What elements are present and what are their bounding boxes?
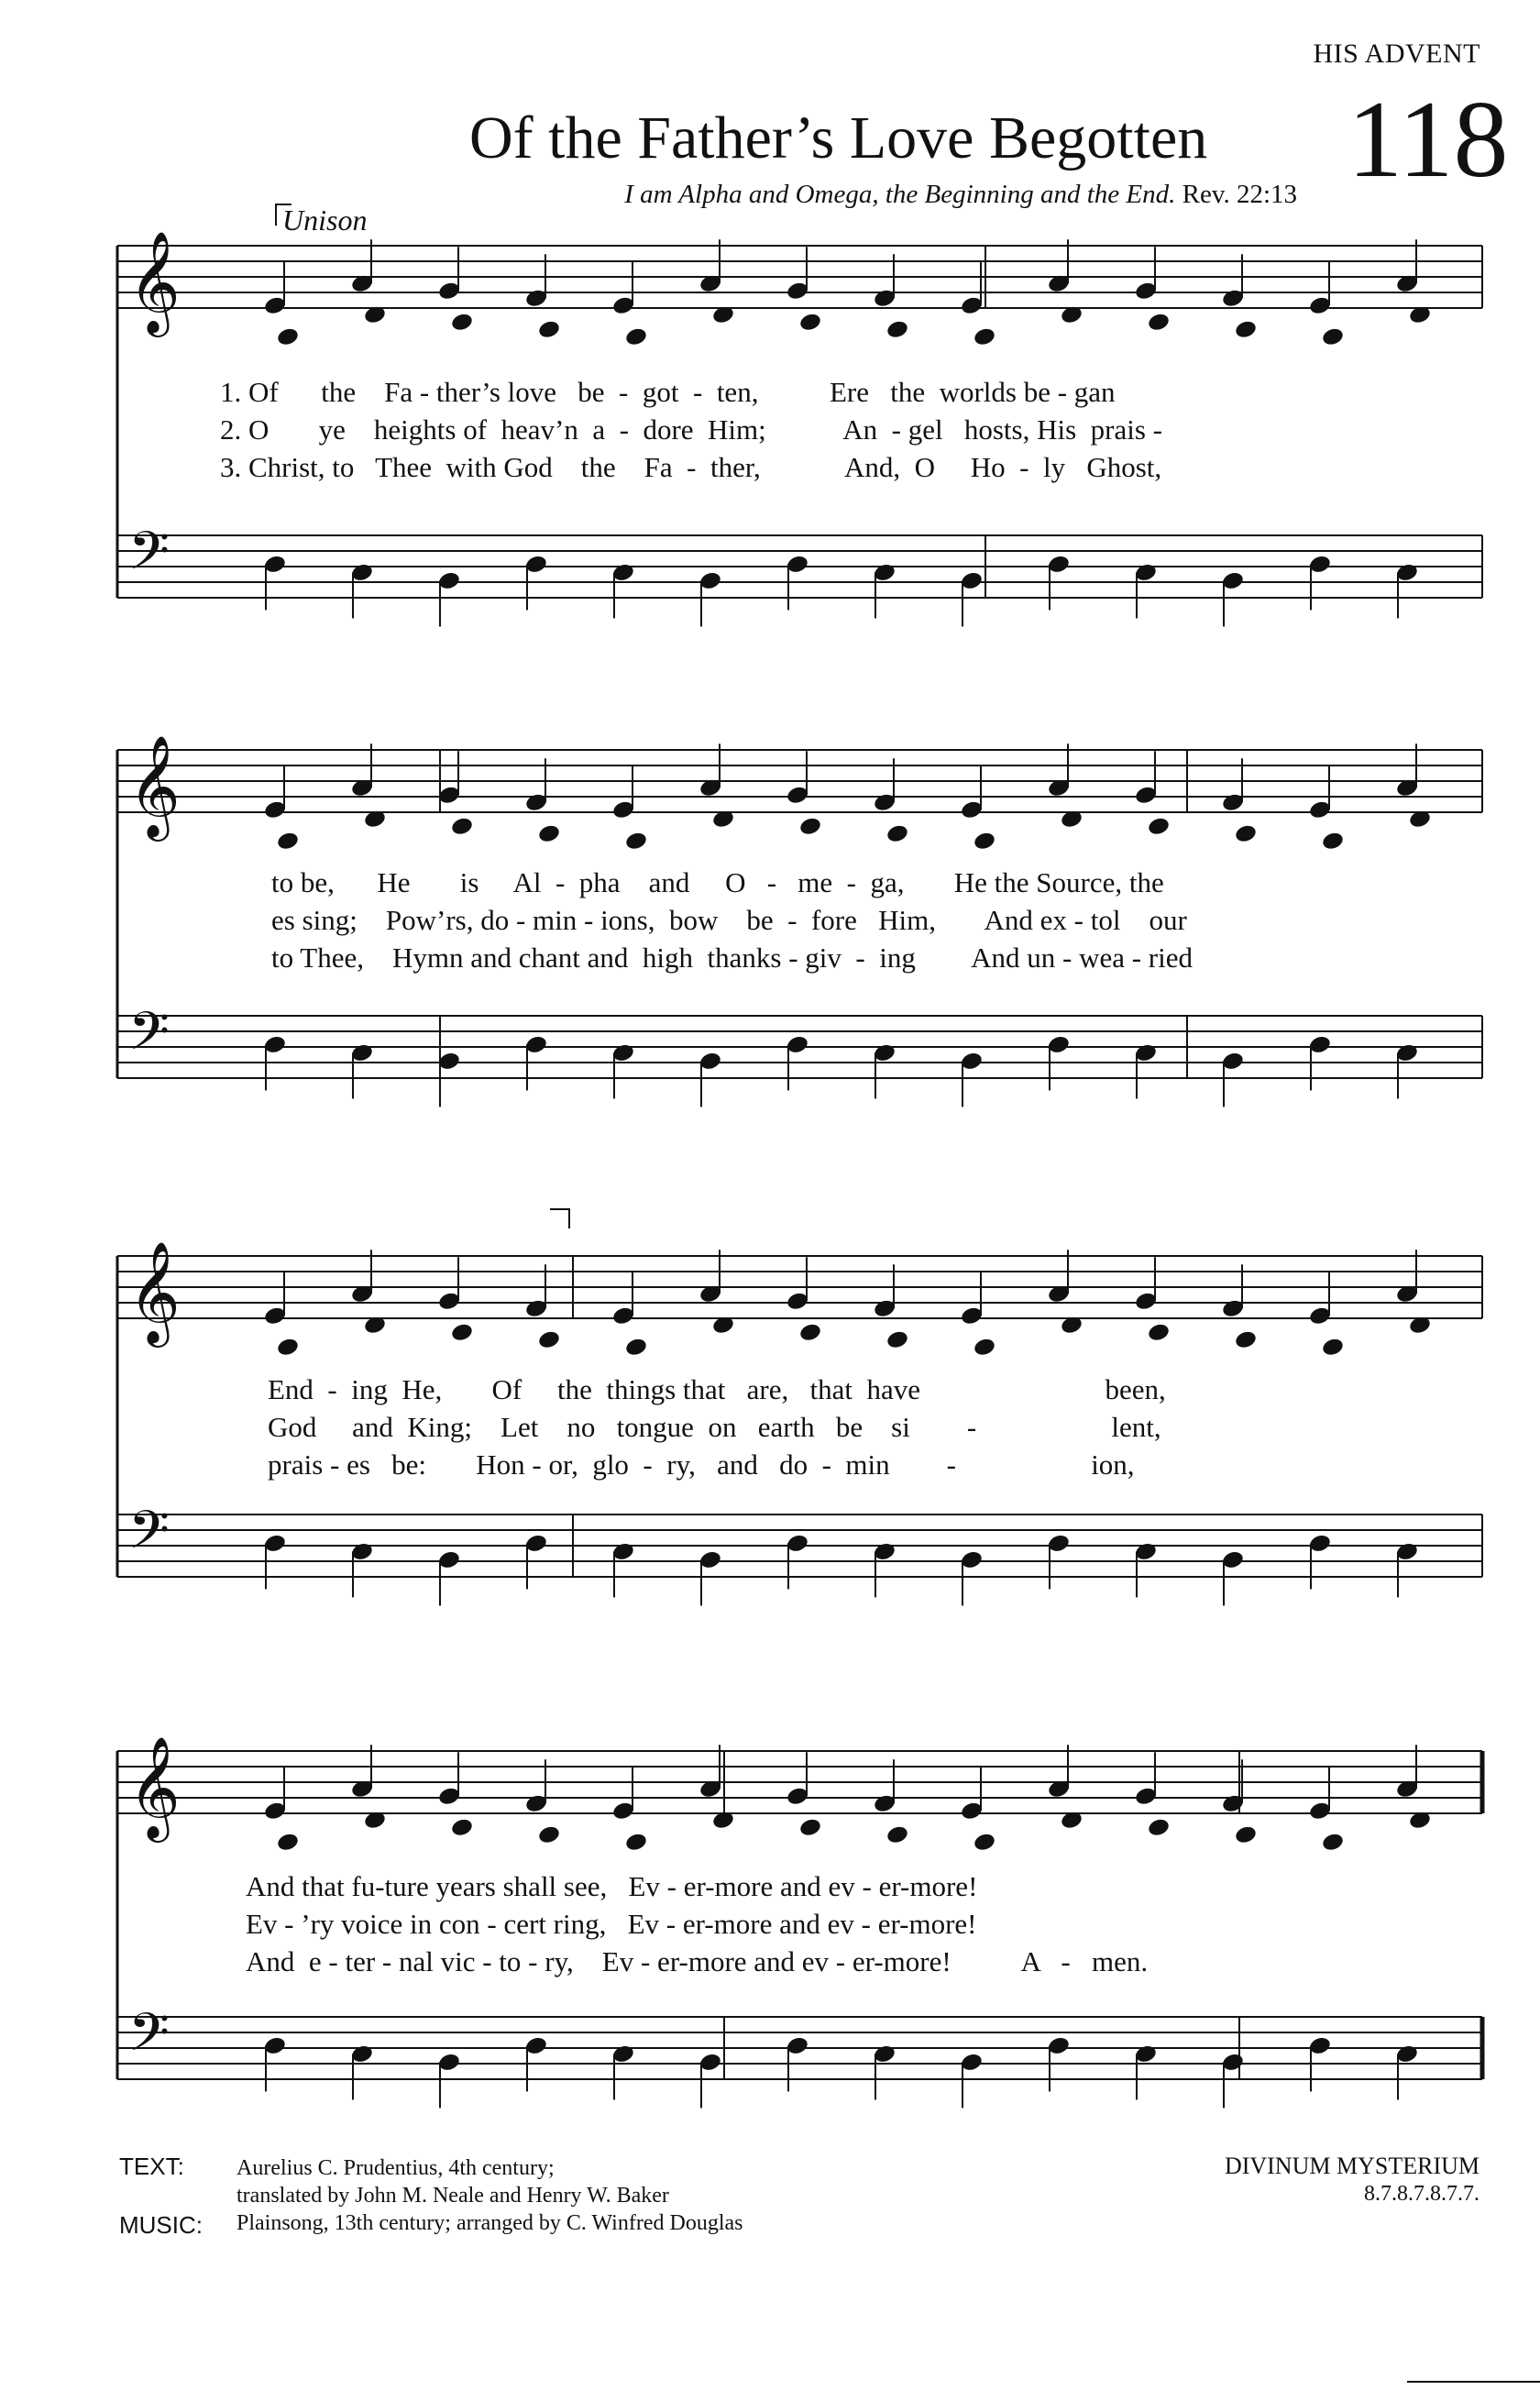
notehead	[886, 823, 909, 844]
notehead	[624, 1337, 648, 1358]
meter: 8.7.8.7.8.7.7.	[1364, 2182, 1480, 2206]
notehead	[450, 1322, 474, 1343]
notehead	[798, 1322, 822, 1343]
notehead	[886, 1329, 909, 1350]
footer-music-credit: Plainsong, 13th century; arranged by C. Winfred Douglas	[236, 2211, 743, 2235]
epigraph-reference: Rev. 22:13	[1182, 180, 1297, 209]
notehead	[1321, 326, 1345, 347]
notehead	[798, 1817, 822, 1838]
lyric-line-s4-v2: Ev - ’ry voice in con - cert ring, Ev - er-more and ev - er-more!	[246, 1908, 977, 1940]
notehead	[624, 326, 648, 347]
treble-clef-icon: 𝄞	[128, 1240, 181, 1343]
notehead	[798, 312, 822, 333]
lyric-line-s2-v1: to be, He is Al - pha and O - me - ga, He the Source, the	[271, 866, 1164, 898]
notehead	[624, 831, 648, 852]
bass-clef-icon: 𝄢	[128, 2001, 170, 2076]
notehead	[1321, 831, 1345, 852]
hymn-number: 118	[1348, 78, 1509, 200]
footer-text-line-1: Aurelius C. Prudentius, 4th century;	[236, 2156, 555, 2180]
notehead	[537, 823, 561, 844]
treble-clef-icon: 𝄞	[128, 734, 181, 837]
lyric-line-s4-v1: And that fu-ture years shall see, Ev - er-more and ev - er-more!	[246, 1870, 978, 1902]
notehead	[1147, 1322, 1171, 1343]
footer-text-credit	[236, 2154, 669, 2209]
lyric-line-s3-v3: prais - es be: Hon - or, glo - ry, and do - min - ion,	[268, 1448, 1135, 1481]
notehead	[450, 312, 474, 333]
treble-clef-icon: 𝄞	[128, 1735, 181, 1838]
bass-clef-icon: 𝄢	[128, 520, 170, 595]
notehead	[1234, 1329, 1258, 1350]
unison-marking: Unison	[282, 204, 368, 237]
notehead	[798, 816, 822, 837]
notehead	[1321, 1832, 1345, 1853]
notehead	[537, 319, 561, 340]
hymn-title: Of the Father’s Love Begotten	[469, 105, 1208, 171]
notehead	[886, 1824, 909, 1845]
notehead	[276, 1832, 300, 1853]
notehead	[973, 1832, 996, 1853]
notehead	[450, 816, 474, 837]
lyric-line-s3-v1: End - ing He, Of the things that are, that have been,	[268, 1373, 1166, 1405]
epigraph-text: I am Alpha and Omega, the Beginning and the End.	[624, 180, 1176, 209]
footer-text-line-2: translated by John M. Neale and Henry W. Baker	[236, 2184, 669, 2208]
lyric-line-s1-v2: 2. O ye heights of heav’n a - dore Him; An - gel hosts, His prais -	[220, 413, 1163, 446]
notehead	[973, 831, 996, 852]
lyric-line-s2-v2: es sing; Pow’rs, do - min - ions, bow be - fore Him, And ex - tol our	[271, 904, 1187, 936]
bass-clef-icon: 𝄢	[128, 1499, 170, 1574]
notehead	[450, 1817, 474, 1838]
notehead	[1234, 1824, 1258, 1845]
lyric-line-s1-v3: 3. Christ, to Thee with God the Fa - ther, And, O Ho - ly Ghost,	[220, 451, 1162, 483]
bottom-rule	[1407, 2381, 1540, 2383]
bass-clef-icon: 𝄢	[128, 1000, 170, 1075]
notehead	[1234, 319, 1258, 340]
notehead	[973, 326, 996, 347]
notehead	[537, 1824, 561, 1845]
notehead	[276, 1337, 300, 1358]
phrase-bracket	[550, 1208, 570, 1228]
lyric-line-s3-v2: God and King; Let no tongue on earth be si - lent,	[268, 1411, 1161, 1443]
footer-text-label: TEXT:	[119, 2153, 184, 2180]
notehead	[973, 1337, 996, 1358]
notehead	[1321, 1337, 1345, 1358]
notehead	[537, 1329, 561, 1350]
lyric-line-s2-v3: to Thee, Hymn and chant and high thanks - giv - ing And un - wea - ried	[271, 942, 1194, 974]
notehead	[1147, 1817, 1171, 1838]
notehead	[1234, 823, 1258, 844]
notehead	[276, 326, 300, 347]
tune-name: DIVINUM MYSTERIUM	[1224, 2153, 1480, 2179]
section-label: HIS ADVENT	[1313, 39, 1480, 69]
notehead	[1147, 312, 1171, 333]
lyric-line-s4-v3: And e - ter - nal vic - to - ry, Ev - er-more and ev - er-more! A - men.	[246, 1945, 1149, 1977]
lyric-line-s1-v1: 1. Of the Fa - ther’s love be - got - ten, Ere the worlds be - gan	[220, 376, 1116, 408]
footer-music-label: MUSIC:	[119, 2211, 203, 2239]
notehead	[276, 831, 300, 852]
notehead	[1147, 816, 1171, 837]
notehead	[624, 1832, 648, 1853]
treble-clef-icon: 𝄞	[128, 230, 181, 333]
notehead	[886, 319, 909, 340]
